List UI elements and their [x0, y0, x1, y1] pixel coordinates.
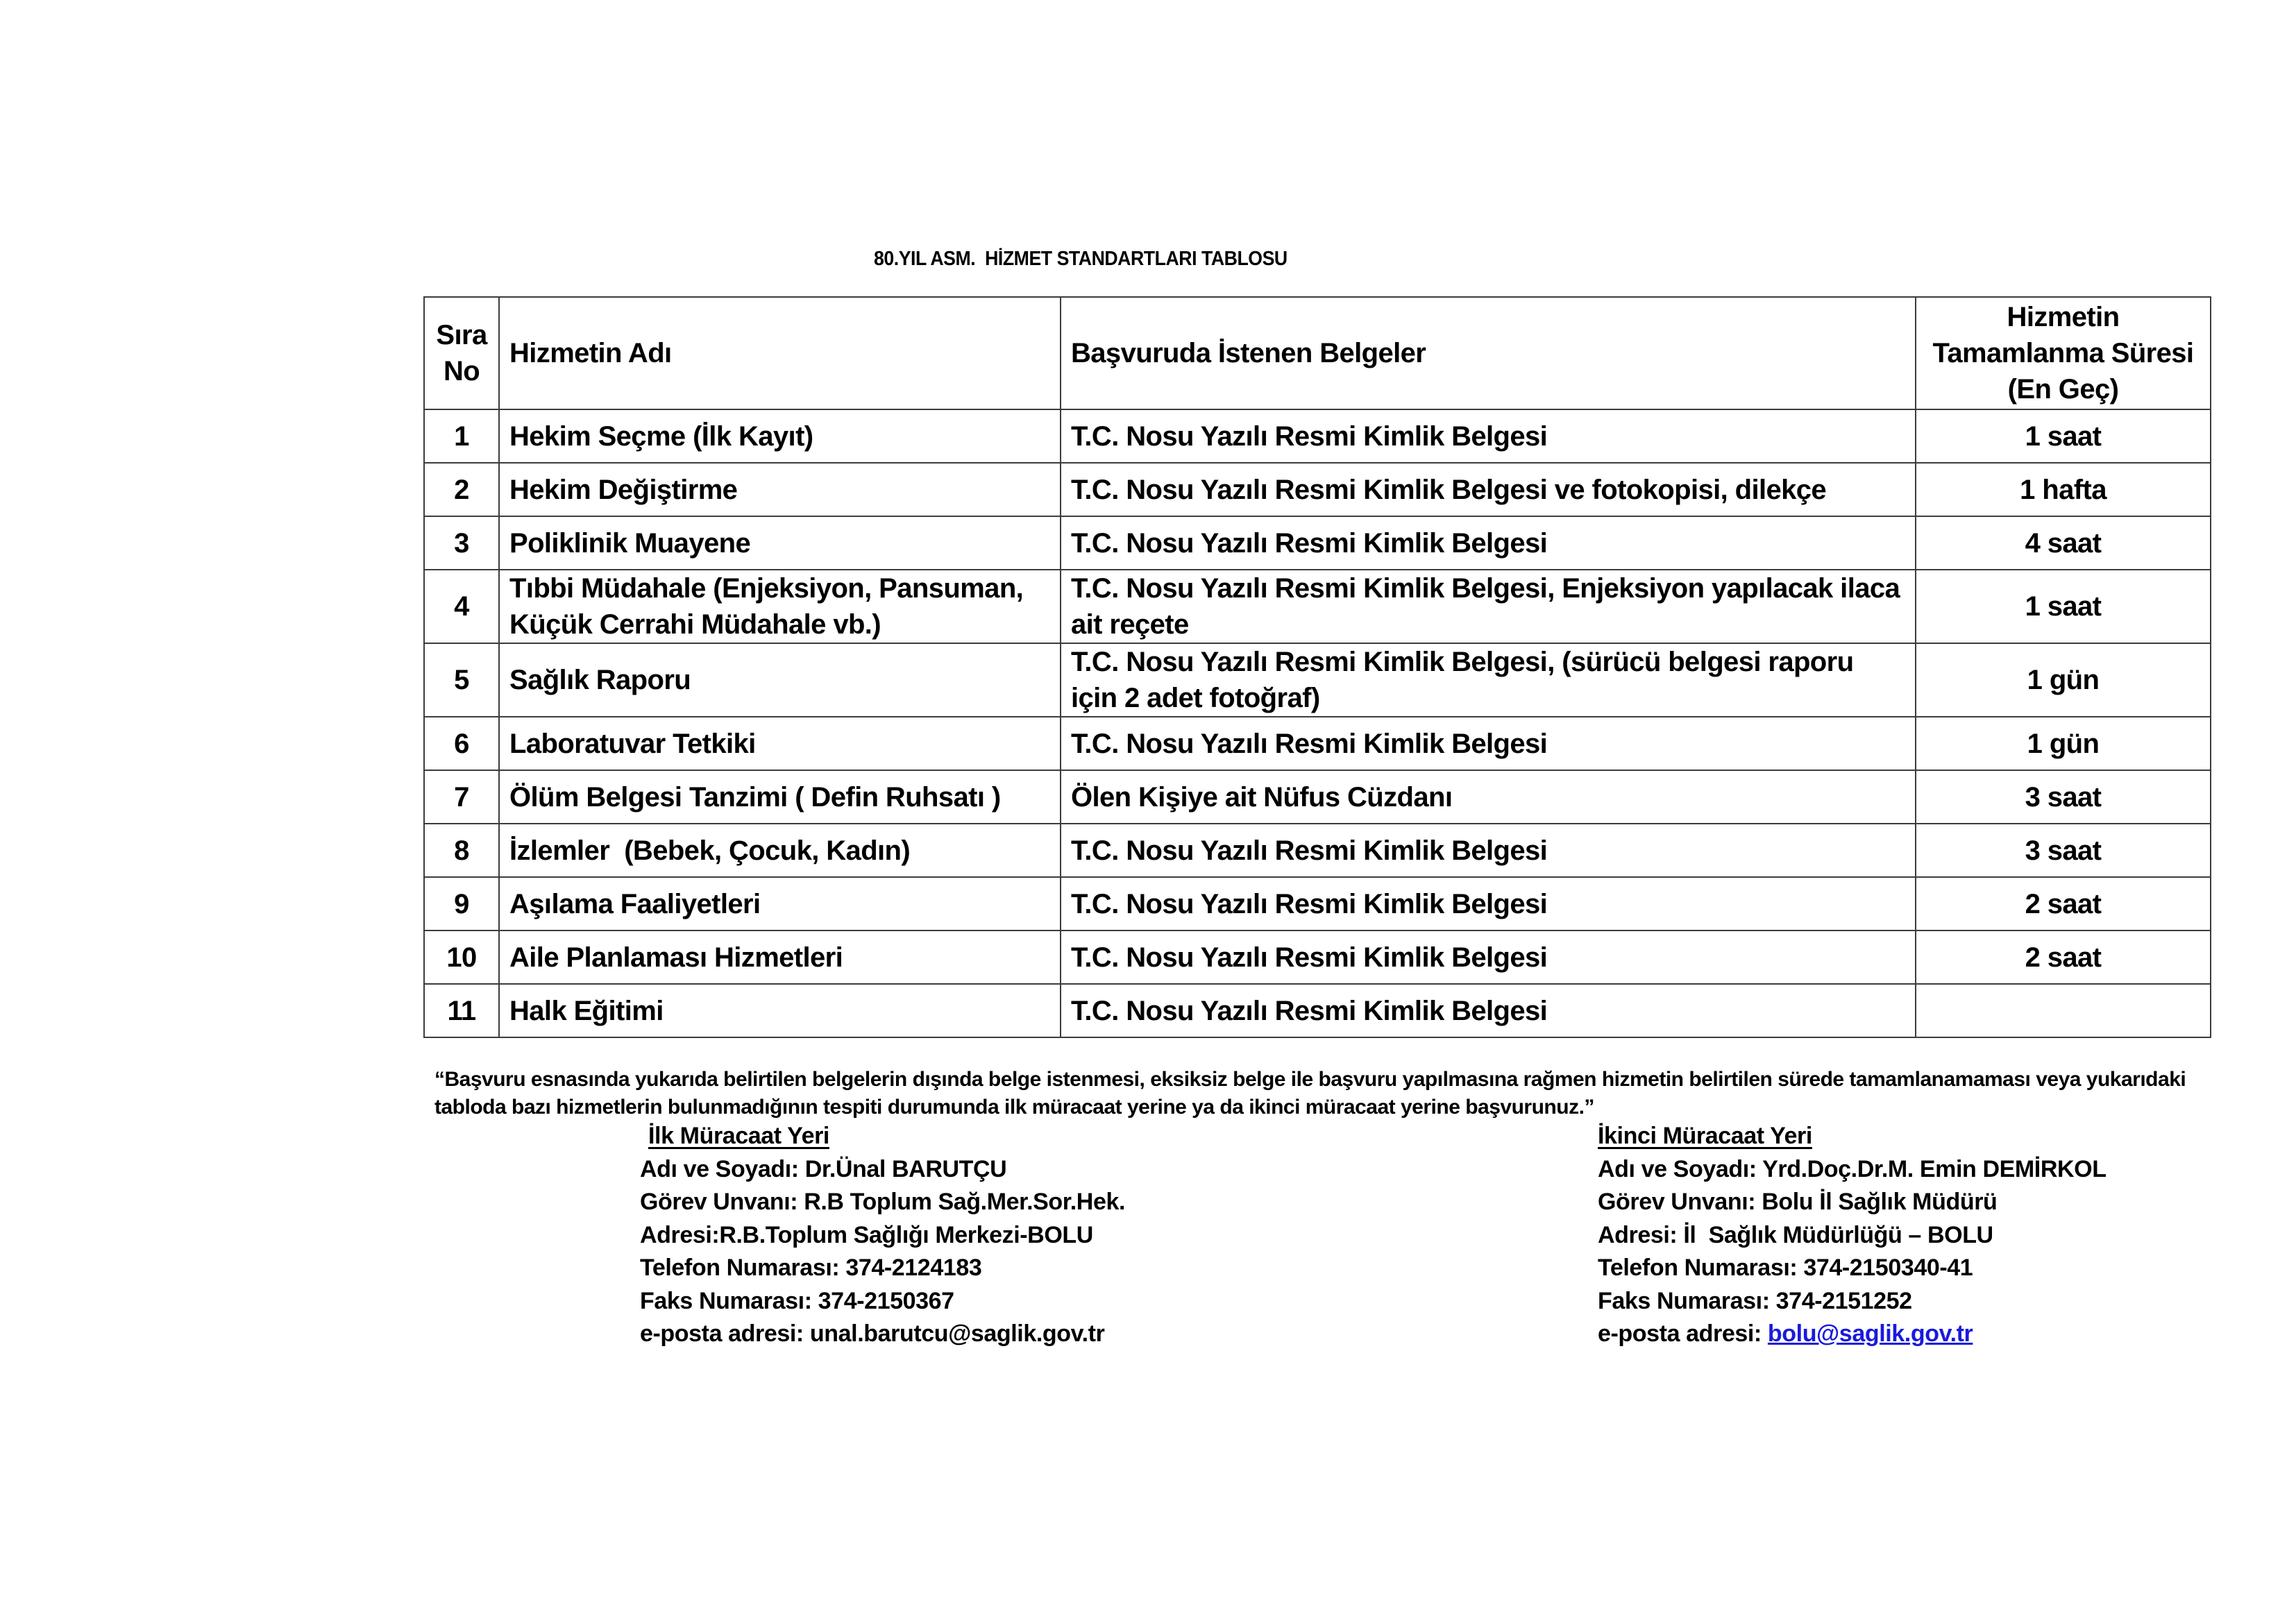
second-contact-block [1598, 1120, 2107, 1351]
cell-documents: T.C. Nosu Yazılı Resmi Kimlik Belgesi [1061, 516, 1916, 570]
service-standards-table [423, 296, 2211, 1038]
second-contact-name: Adı ve Soyadı: Yrd.Doç.Dr.M. Emin DEMİRKOL [1598, 1155, 2107, 1182]
second-contact-heading: İkinci Müracaat Yeri [1598, 1123, 1812, 1149]
table-row [424, 409, 2211, 463]
column-header-duration-line1: Hizmetin [2007, 302, 2120, 332]
column-header-service: Hizmetin Adı [499, 297, 1061, 409]
first-contact-address: Adresi:R.B.Toplum Sağlığı Merkezi-BOLU [640, 1221, 1093, 1248]
cell-service: Sağlık Raporu [499, 643, 1061, 717]
cell-service: Halk Eğitimi [499, 984, 1061, 1037]
cell-duration [1916, 984, 2211, 1037]
cell-duration: 4 saat [1916, 516, 2211, 570]
second-contact-title: Görev Unvanı: Bolu İl Sağlık Müdürü [1598, 1189, 1998, 1215]
table-row [424, 824, 2211, 877]
column-header-documents: Başvuruda İstenen Belgeler [1061, 297, 1916, 409]
cell-no: 3 [424, 516, 499, 570]
cell-no: 4 [424, 570, 499, 643]
second-contact-email-label: e-posta adresi: [1598, 1320, 1768, 1347]
second-contact-email-link[interactable]: bolu@saglik.gov.tr [1767, 1320, 1973, 1347]
cell-no: 8 [424, 824, 499, 877]
table-row [424, 717, 2211, 770]
cell-no: 2 [424, 463, 499, 516]
first-contact-name: Adı ve Soyadı: Dr.Ünal BARUTÇU [640, 1155, 1007, 1182]
cell-service: Aile Planlaması Hizmetleri [499, 931, 1061, 984]
cell-service: Laboratuvar Tetkiki [499, 717, 1061, 770]
column-header-duration-line3: (En Geç) [2007, 374, 2119, 405]
table-row [424, 984, 2211, 1037]
cell-service: Aşılama Faaliyetleri [499, 877, 1061, 931]
cell-documents: T.C. Nosu Yazılı Resmi Kimlik Belgesi [1061, 877, 1916, 931]
first-contact-block [640, 1120, 1125, 1351]
cell-no: 5 [424, 643, 499, 717]
column-header-duration [1916, 297, 2211, 409]
cell-documents: Ölen Kişiye ait Nüfus Cüzdanı [1061, 770, 1916, 824]
cell-documents: T.C. Nosu Yazılı Resmi Kimlik Belgesi [1061, 984, 1916, 1037]
cell-service: İzlemler (Bebek, Çocuk, Kadın) [499, 824, 1061, 877]
cell-service: Hekim Değiştirme [499, 463, 1061, 516]
cell-duration: 3 saat [1916, 770, 2211, 824]
table-row [424, 516, 2211, 570]
cell-documents: T.C. Nosu Yazılı Resmi Kimlik Belgesi, (sürücü belgesi raporu için 2 adet fotoğraf) [1061, 643, 1916, 717]
second-contact-email-line [1598, 1318, 2107, 1351]
table-row [424, 931, 2211, 984]
first-contact-phone: Telefon Numarası: 374-2124183 [640, 1255, 982, 1281]
cell-documents: T.C. Nosu Yazılı Resmi Kimlik Belgesi, Enjeksiyon yapılacak ilaca ait reçete [1061, 570, 1916, 643]
table-row [424, 643, 2211, 717]
first-contact-fax: Faks Numarası: 374-2150367 [640, 1287, 954, 1314]
table-row [424, 877, 2211, 931]
table-row [424, 463, 2211, 516]
first-contact-title: Görev Unvanı: R.B Toplum Sağ.Mer.Sor.Hek. [640, 1189, 1126, 1215]
column-header-no [424, 297, 499, 409]
cell-duration: 1 gün [1916, 643, 2211, 717]
column-header-no-line2: No [443, 356, 480, 386]
first-contact-email-label: e-posta adresi: [640, 1320, 810, 1347]
cell-no: 6 [424, 717, 499, 770]
cell-duration: 1 saat [1916, 570, 2211, 643]
cell-documents: T.C. Nosu Yazılı Resmi Kimlik Belgesi [1061, 931, 1916, 984]
cell-duration: 2 saat [1916, 877, 2211, 931]
cell-no: 11 [424, 984, 499, 1037]
cell-duration: 1 gün [1916, 717, 2211, 770]
column-header-duration-line2: Tamamlanma Süresi [1932, 338, 2194, 368]
cell-no: 9 [424, 877, 499, 931]
cell-documents: T.C. Nosu Yazılı Resmi Kimlik Belgesi [1061, 717, 1916, 770]
second-contact-address: Adresi: İl Sağlık Müdürlüğü – BOLU [1598, 1221, 1993, 1248]
cell-no: 10 [424, 931, 499, 984]
cell-duration: 1 saat [1916, 409, 2211, 463]
second-contact-fax: Faks Numarası: 374-2151252 [1598, 1287, 1912, 1314]
cell-documents: T.C. Nosu Yazılı Resmi Kimlik Belgesi [1061, 409, 1916, 463]
table-row [424, 570, 2211, 643]
column-header-no-line1: Sıra [436, 320, 487, 350]
table-header-row [424, 297, 2211, 409]
first-contact-email: unal.barutcu@saglik.gov.tr [809, 1320, 1105, 1347]
cell-duration: 3 saat [1916, 824, 2211, 877]
first-contact-heading: İlk Müracaat Yeri [648, 1123, 829, 1149]
cell-duration: 1 hafta [1916, 463, 2211, 516]
footnote: “Başvuru esnasında yukarıda belirtilen belgelerin dışında belge istenmesi, eksiksiz belge ile başvuru yapılmasına rağmen hizmetin belirtilen sürede tamamlanamaması veya yukarıdaki tabloda bazı hizmetlerin bulunmadığının tespiti durumunda ilk müracaat yerine ya da ikinci müracaat yerine başvurunuz.” [434, 1068, 2186, 1119]
cell-service: Hekim Seçme (İlk Kayıt) [499, 409, 1061, 463]
table-row [424, 770, 2211, 824]
cell-no: 1 [424, 409, 499, 463]
cell-no: 7 [424, 770, 499, 824]
cell-service: Ölüm Belgesi Tanzimi ( Defin Ruhsatı ) [499, 770, 1061, 824]
cell-service: Tıbbi Müdahale (Enjeksiyon, Pansuman, Küçük Cerrahi Müdahale vb.) [499, 570, 1061, 643]
page-title: 80.YIL ASM. HİZMET STANDARTLARI TABLOSU [874, 248, 1288, 270]
cell-duration: 2 saat [1916, 931, 2211, 984]
cell-service: Poliklinik Muayene [499, 516, 1061, 570]
first-contact-email-line [640, 1318, 1125, 1351]
cell-documents: T.C. Nosu Yazılı Resmi Kimlik Belgesi ve fotokopisi, dilekçe [1061, 463, 1916, 516]
cell-documents: T.C. Nosu Yazılı Resmi Kimlik Belgesi [1061, 824, 1916, 877]
second-contact-phone: Telefon Numarası: 374-2150340-41 [1598, 1255, 1973, 1281]
